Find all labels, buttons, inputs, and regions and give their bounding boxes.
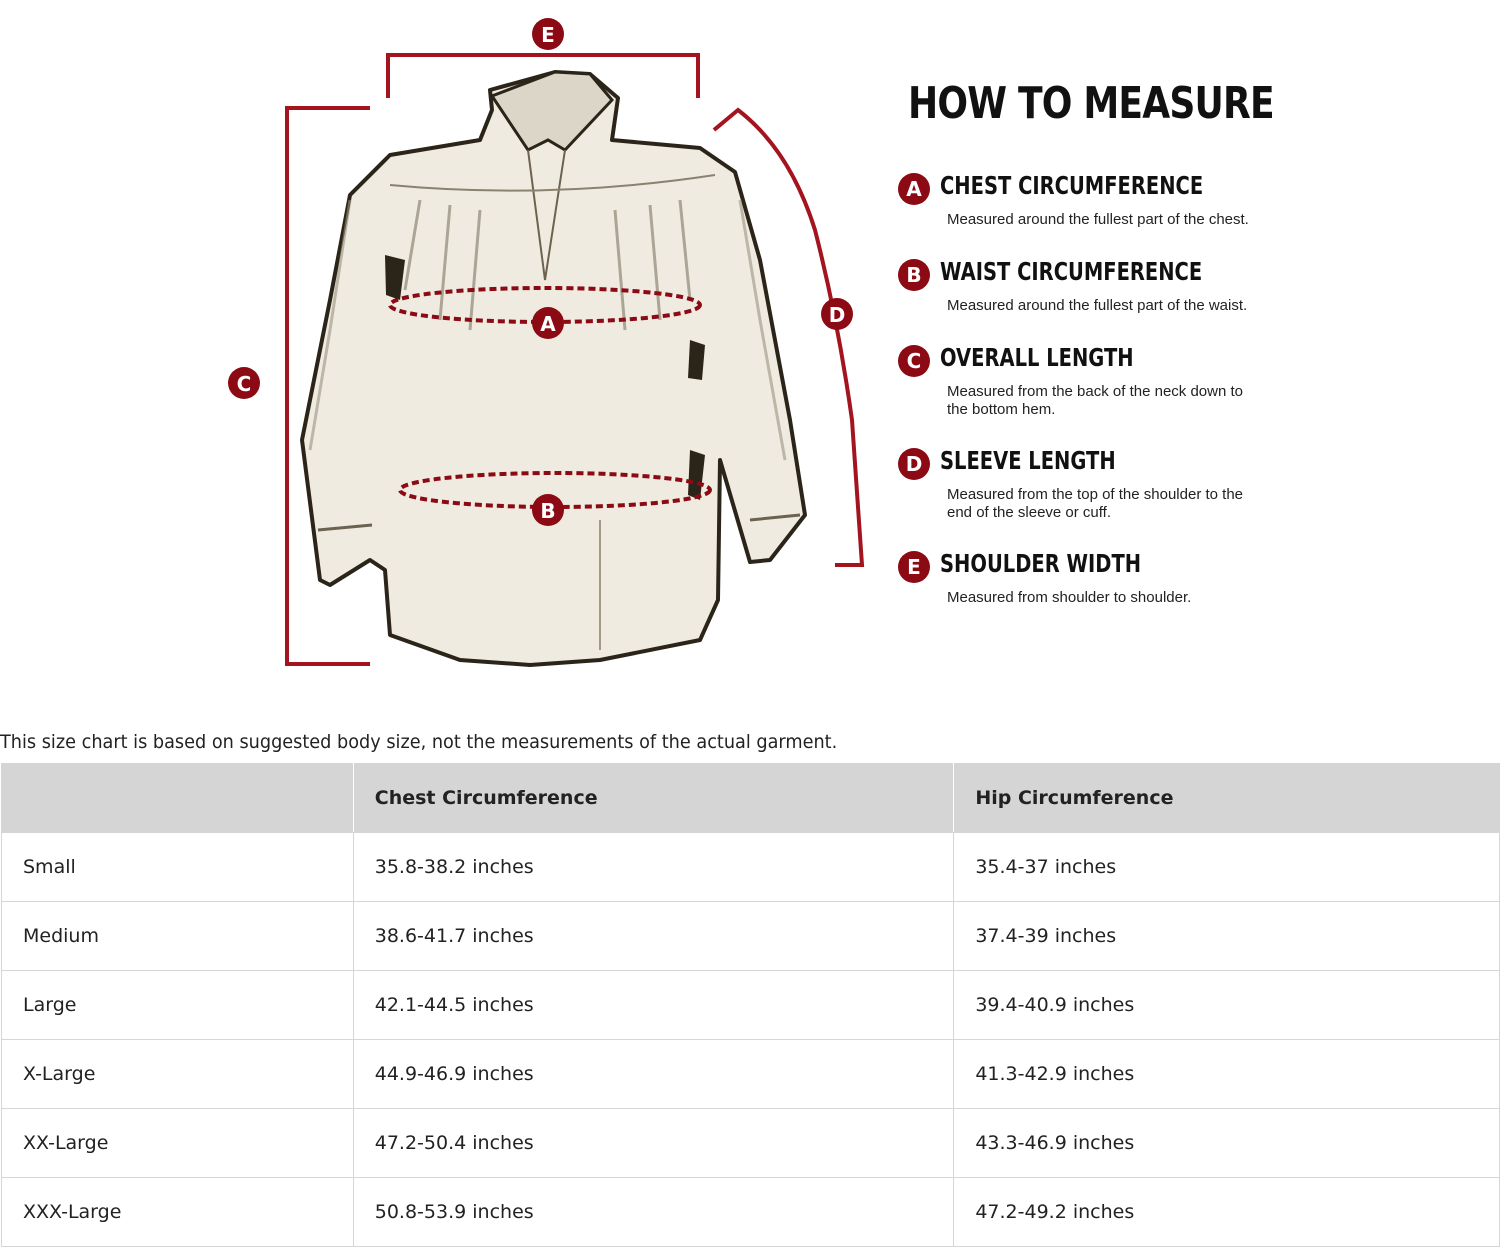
- size-cell: Large: [2, 971, 354, 1040]
- svg-text:E: E: [541, 23, 555, 47]
- table-row: [2, 1040, 1500, 1109]
- header-chest: Chest Circumference: [353, 764, 954, 833]
- table-row: [2, 833, 1500, 902]
- measure-item-desc: Measured from the top of the shoulder to the end of the sleeve or cuff.: [947, 486, 1244, 521]
- size-cell: X-Large: [2, 1040, 354, 1109]
- table-row: [2, 971, 1500, 1040]
- badge-e-icon: [532, 18, 564, 50]
- size-table: [1, 763, 1500, 1247]
- badge-d-icon: D: [898, 448, 930, 480]
- badge-b-icon: [532, 494, 564, 526]
- measure-item-title: CHEST CIRCUMFERENCE: [940, 171, 1204, 200]
- measure-item-desc: Measured around the fullest part of the chest.: [947, 211, 1249, 228]
- badge-d-icon: [821, 298, 853, 330]
- size-cell: Medium: [2, 902, 354, 971]
- badge-c-icon: [228, 367, 260, 399]
- hip-cell: 47.2-49.2 inches: [954, 1178, 1500, 1247]
- size-chart-note: This size chart is based on suggested body size, not the measurements of the actual garment.: [0, 731, 838, 753]
- measure-item-desc: Measured from shoulder to shoulder.: [947, 589, 1192, 606]
- badge-c-icon: C: [898, 345, 930, 377]
- table-row: [2, 1178, 1500, 1247]
- badge-b-icon: B: [898, 259, 930, 291]
- svg-text:C: C: [236, 372, 252, 396]
- chest-cell: 35.8-38.2 inches: [353, 833, 954, 902]
- shirt-illustration: [302, 72, 805, 665]
- size-cell: Small: [2, 833, 354, 902]
- svg-text:B: B: [540, 499, 556, 523]
- chest-cell: 38.6-41.7 inches: [353, 902, 954, 971]
- hip-cell: 35.4-37 inches: [954, 833, 1500, 902]
- size-cell: XXX-Large: [2, 1178, 354, 1247]
- hip-cell: 41.3-42.9 inches: [954, 1040, 1500, 1109]
- header-size: [2, 764, 354, 833]
- chest-cell: 44.9-46.9 inches: [353, 1040, 954, 1109]
- svg-text:A: A: [540, 312, 556, 336]
- badge-e-icon: E: [898, 551, 930, 583]
- measure-item-desc: Measured from the back of the neck down to the bottom hem.: [947, 383, 1243, 418]
- measure-item-desc: Measured around the fullest part of the waist.: [947, 297, 1248, 314]
- hip-cell: 39.4-40.9 inches: [954, 971, 1500, 1040]
- table-header-row: [2, 764, 1500, 833]
- svg-text:D: D: [828, 303, 846, 327]
- how-to-measure-title: HOW TO MEASURE: [908, 78, 1274, 129]
- badge-a-icon: A: [898, 173, 930, 205]
- measure-item-title: SHOULDER WIDTH: [940, 549, 1142, 578]
- table-row: [2, 1109, 1500, 1178]
- table-row: [2, 902, 1500, 971]
- chest-cell: 42.1-44.5 inches: [353, 971, 954, 1040]
- badge-a-icon: [532, 307, 564, 339]
- size-cell: XX-Large: [2, 1109, 354, 1178]
- hip-cell: 37.4-39 inches: [954, 902, 1500, 971]
- chest-cell: 47.2-50.4 inches: [353, 1109, 954, 1178]
- measure-item-title: SLEEVE LENGTH: [940, 446, 1116, 475]
- hip-cell: 43.3-46.9 inches: [954, 1109, 1500, 1178]
- header-hip: Hip Circumference: [954, 764, 1500, 833]
- measure-item-title: WAIST CIRCUMFERENCE: [940, 257, 1203, 286]
- chest-cell: 50.8-53.9 inches: [353, 1178, 954, 1247]
- measure-item-title: OVERALL LENGTH: [940, 343, 1134, 372]
